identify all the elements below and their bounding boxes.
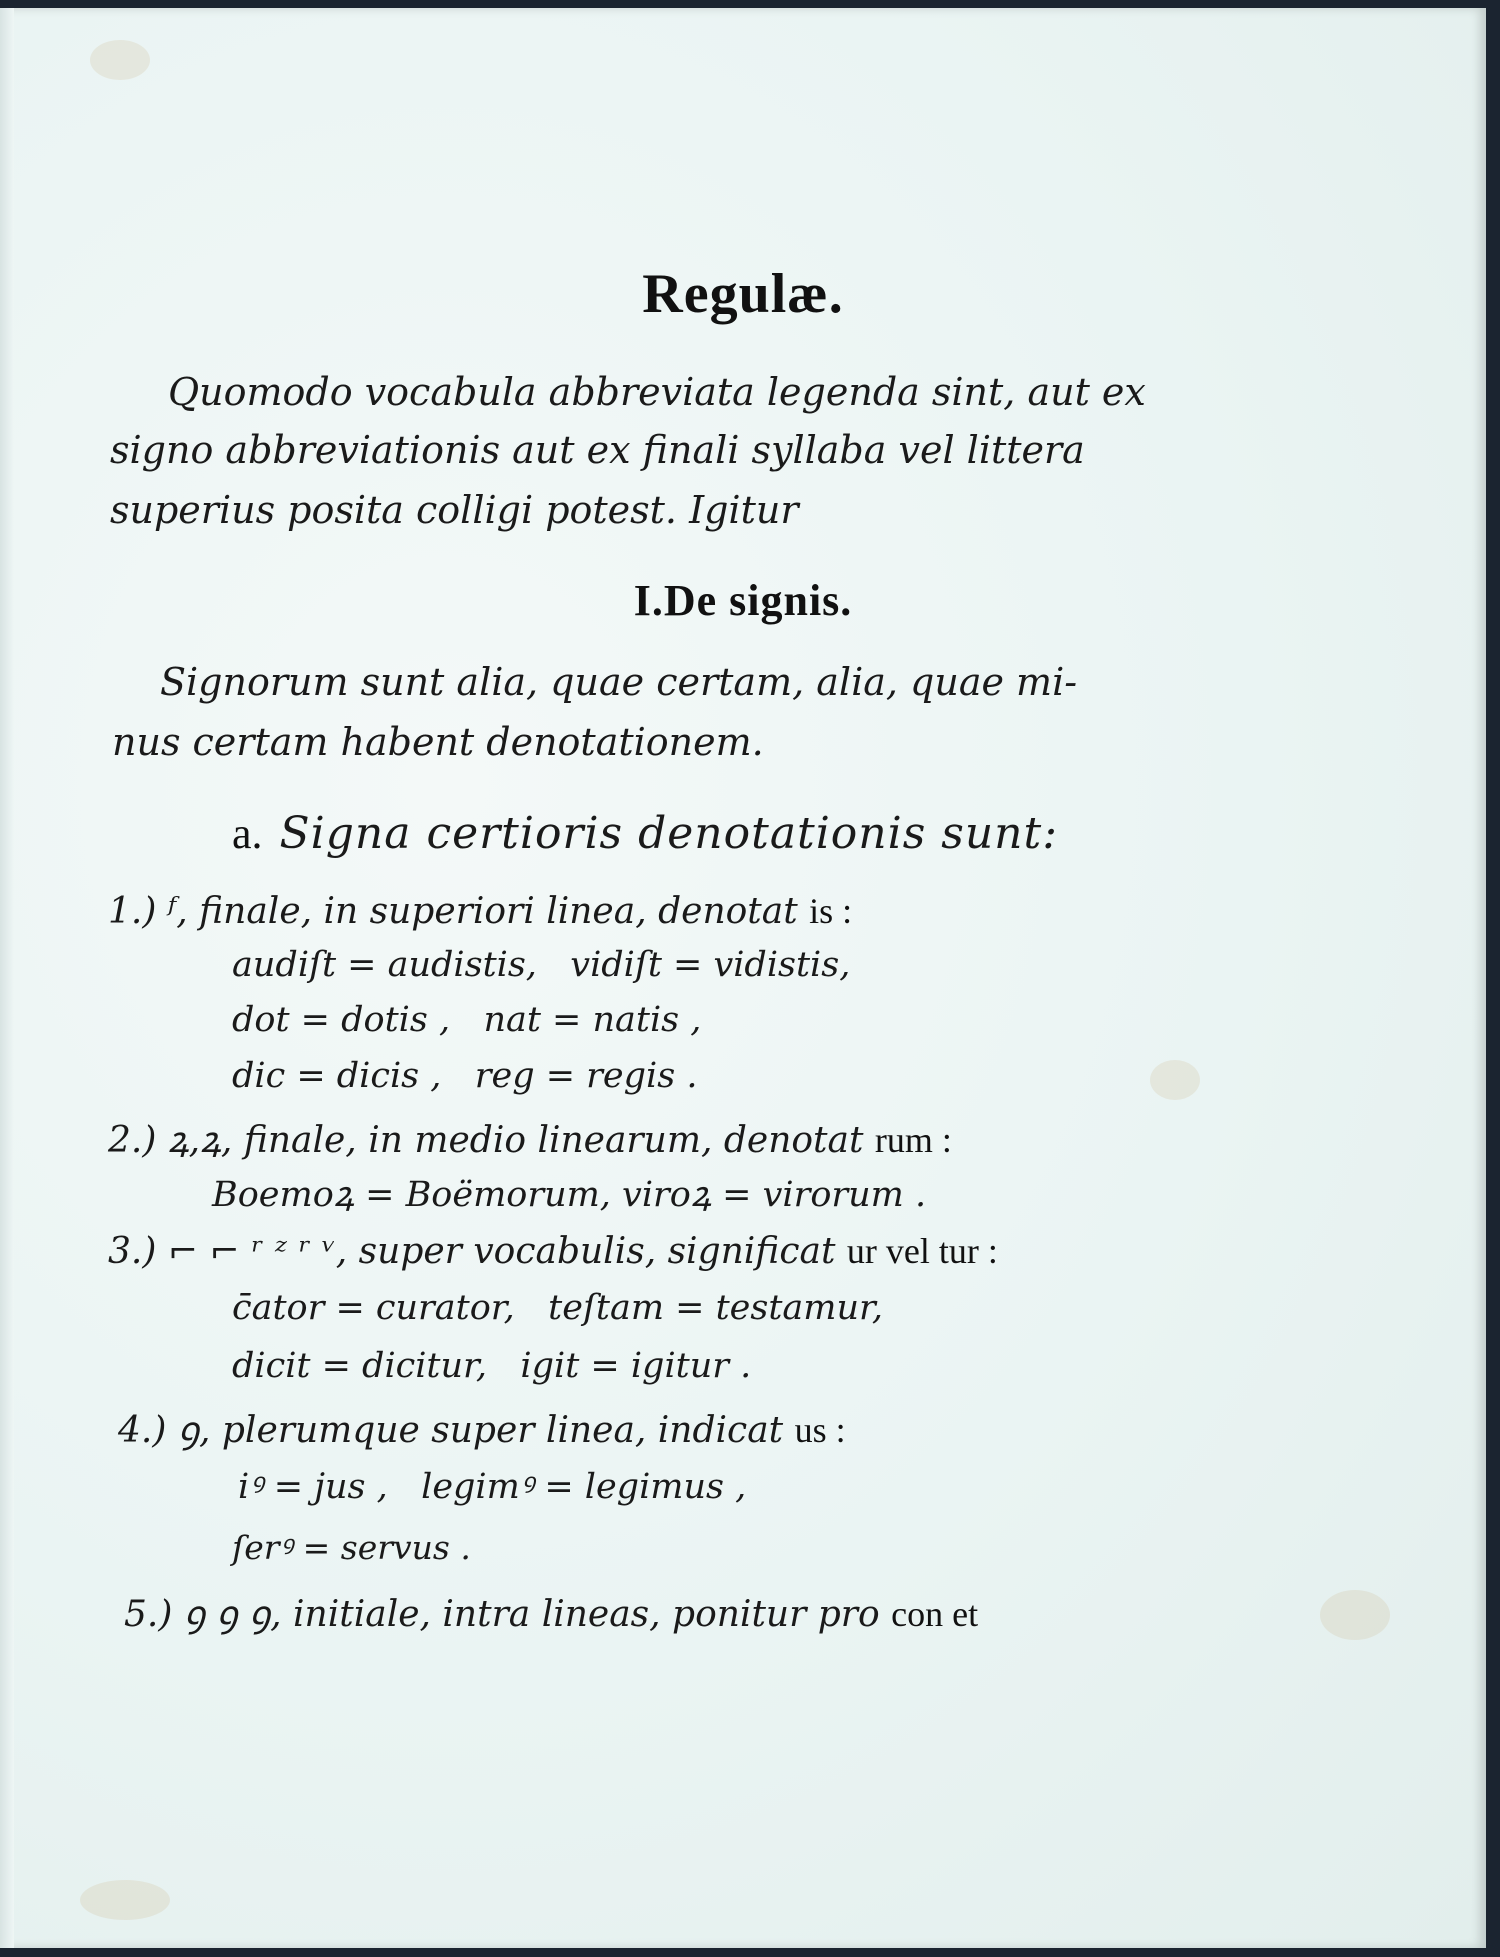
rule-description: plerumque super linea, indicat <box>221 1410 784 1451</box>
abbreviation-sign: ⌐ ⌐ ʳ ᶻ ʳ ᵛ, <box>167 1231 348 1272</box>
rule-meaning: us : <box>794 1410 846 1450</box>
rule-meaning: is : <box>809 891 853 931</box>
rule-meaning: con et <box>891 1594 979 1634</box>
paper-stain <box>1320 1590 1390 1640</box>
subsection-text: Signa certioris denotationis sunt: <box>279 808 1059 859</box>
rule-description: initiale, intra lineas, ponitur pro <box>293 1594 880 1635</box>
subsection-marker: a. <box>232 809 263 858</box>
example-line: iꝰ = jus , legimꝰ = legimus , <box>238 1467 747 1507</box>
rule-line <box>108 1230 998 1272</box>
example-line: dicit = dicitur, igit = igitur . <box>232 1346 752 1386</box>
rule-description: finale, in superiori linea, denotat <box>199 891 798 932</box>
abbreviation-sign: ᶠ, <box>167 891 188 932</box>
rule-number: 4.) <box>118 1410 167 1451</box>
intro-line: signo abbreviationis aut ex finali syllaba vel littera <box>110 428 1085 472</box>
example-line: c̄ator = curator, teſtam = testamur, <box>232 1288 884 1328</box>
page-title: Regulæ. <box>642 263 844 325</box>
rule-line <box>108 1114 952 1163</box>
rule-number: 2.) <box>108 1120 157 1161</box>
section-intro-line: nus certam habent denotationem. <box>112 720 764 764</box>
rule-number: 1.) <box>108 891 157 932</box>
intro-line: Quomodo vocabula abbreviata legenda sint, aut ex <box>168 370 1146 414</box>
section-intro-line: Signorum sunt alia, quae certam, alia, quae mi- <box>160 660 1078 704</box>
rule-meaning: rum : <box>874 1120 952 1160</box>
intro-line: superius posita colligi potest. Igitur <box>110 488 799 532</box>
rule-line <box>108 890 852 932</box>
rule-line <box>118 1404 846 1453</box>
example-line: audiſt = audistis, vidiſt = vidistis, <box>232 945 851 985</box>
rule-meaning: ur vel tur : <box>846 1231 998 1271</box>
example-line: ſerꝰ = servus . <box>232 1528 471 1567</box>
example-line: dic = dicis , reg = regis . <box>232 1056 698 1096</box>
paper-stain <box>80 1880 170 1920</box>
abbreviation-sign: ꝯ ꝯ ꝯ, <box>183 1594 282 1635</box>
rule-number: 5.) <box>124 1594 173 1635</box>
example-line: Boemoꝝ = Boëmorum, viroꝝ = virorum . <box>212 1175 927 1215</box>
rule-number: 3.) <box>108 1231 157 1272</box>
example-line: dot = dotis , nat = natis , <box>232 1000 702 1040</box>
section-heading: I.De signis. <box>633 576 853 625</box>
paper-stain <box>90 40 150 80</box>
abbreviation-sign: ꝯ, <box>177 1410 211 1451</box>
abbreviation-sign: ꝝ,ꝝ, <box>167 1120 233 1161</box>
rule-line <box>124 1588 978 1637</box>
rule-description: super vocabulis, significat <box>358 1231 836 1272</box>
rule-description: finale, in medio linearum, denotat <box>243 1120 864 1161</box>
subsection-heading <box>232 808 1058 859</box>
paper-stain <box>1150 1060 1200 1100</box>
